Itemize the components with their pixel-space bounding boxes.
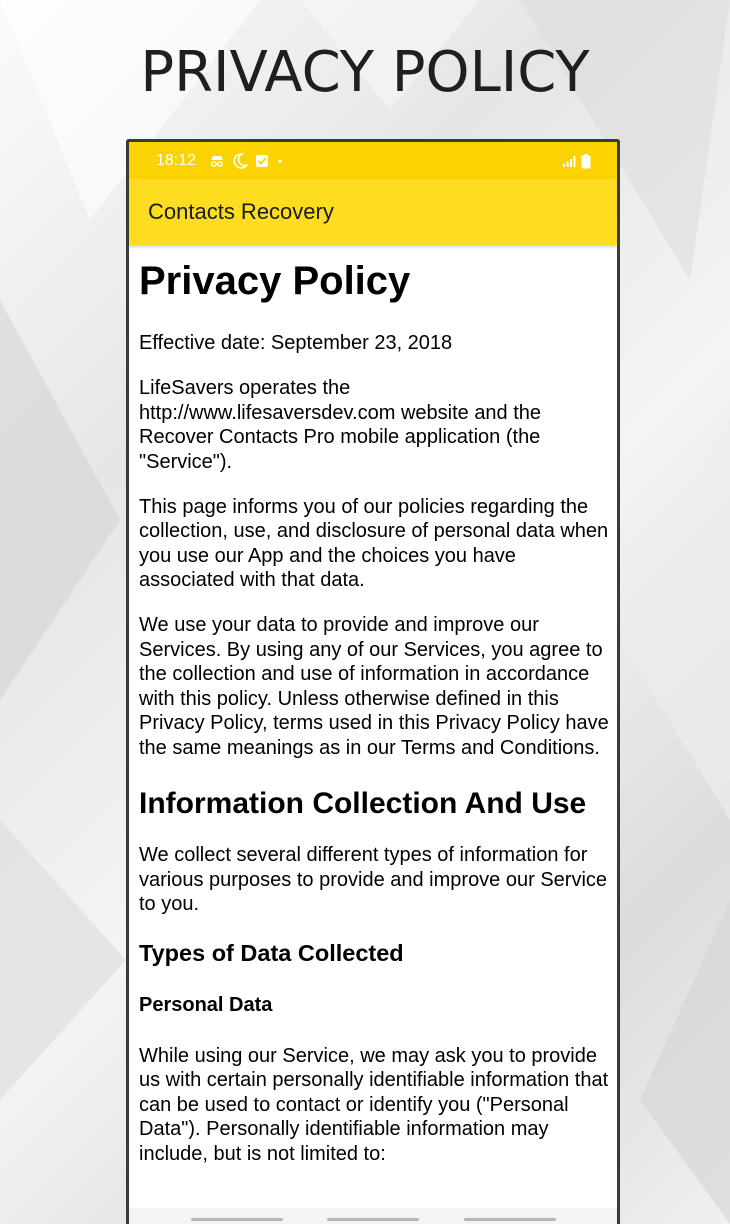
- battery-icon: [581, 154, 591, 169]
- recent-apps-button[interactable]: [191, 1218, 283, 1221]
- navigation-bar: [129, 1208, 617, 1224]
- status-icons-right: [562, 153, 591, 169]
- section-heading: Information Collection And Use: [139, 787, 587, 820]
- document-title: Privacy Policy: [139, 259, 411, 303]
- intro-paragraph-1: LifeSavers operates the http://www.lifesaversdev.com website and the Recover Contacts Pro mobile application (the "Service").: [139, 377, 542, 473]
- banner-title: PRIVACY POLICY: [140, 40, 590, 105]
- intro-paragraph-3: We use your data to provide and improve our Services. By using any of our Services, you agree to the collection and use of information in accordance with this policy. Unless otherwise defined in this Privacy Policy, terms used in this Privacy Policy have the same meanings as in our Terms and Conditions.: [139, 614, 609, 759]
- dot-icon: [276, 157, 284, 165]
- app-title: Contacts Recovery: [148, 199, 334, 224]
- intro-paragraph-2: This page informs you of our policies regarding the collection, use, and disclosure of personal data when you use our App and the choices you have associated with that data.: [139, 495, 609, 591]
- home-button[interactable]: [327, 1218, 419, 1221]
- checkbox-icon: [255, 154, 269, 168]
- privacy-policy-content[interactable]: [139, 245, 609, 1166]
- signal-icon: [562, 154, 576, 168]
- phone-screen: [126, 139, 620, 1224]
- status-time: 18:12: [156, 152, 197, 169]
- status-icons-left: [209, 153, 284, 169]
- app-bar: [129, 179, 617, 245]
- back-button[interactable]: [464, 1218, 556, 1221]
- section-paragraph: We collect several different types of information for various purposes to provide and improve our Service to you.: [139, 844, 608, 915]
- status-bar: [129, 142, 617, 179]
- incognito-icon: [209, 154, 225, 168]
- moon-icon: [232, 153, 248, 169]
- personal-data-paragraph: While using our Service, we may ask you to provide us with certain personally identifiable information that can be used to contact or identify you ("Personal Data"). Personally identifiable information may include, but is not limited to:: [139, 1044, 609, 1165]
- effective-date: Effective date: September 23, 2018: [139, 332, 453, 354]
- subsection-heading: Types of Data Collected: [139, 939, 404, 966]
- subsubsection-heading: Personal Data: [139, 993, 273, 1016]
